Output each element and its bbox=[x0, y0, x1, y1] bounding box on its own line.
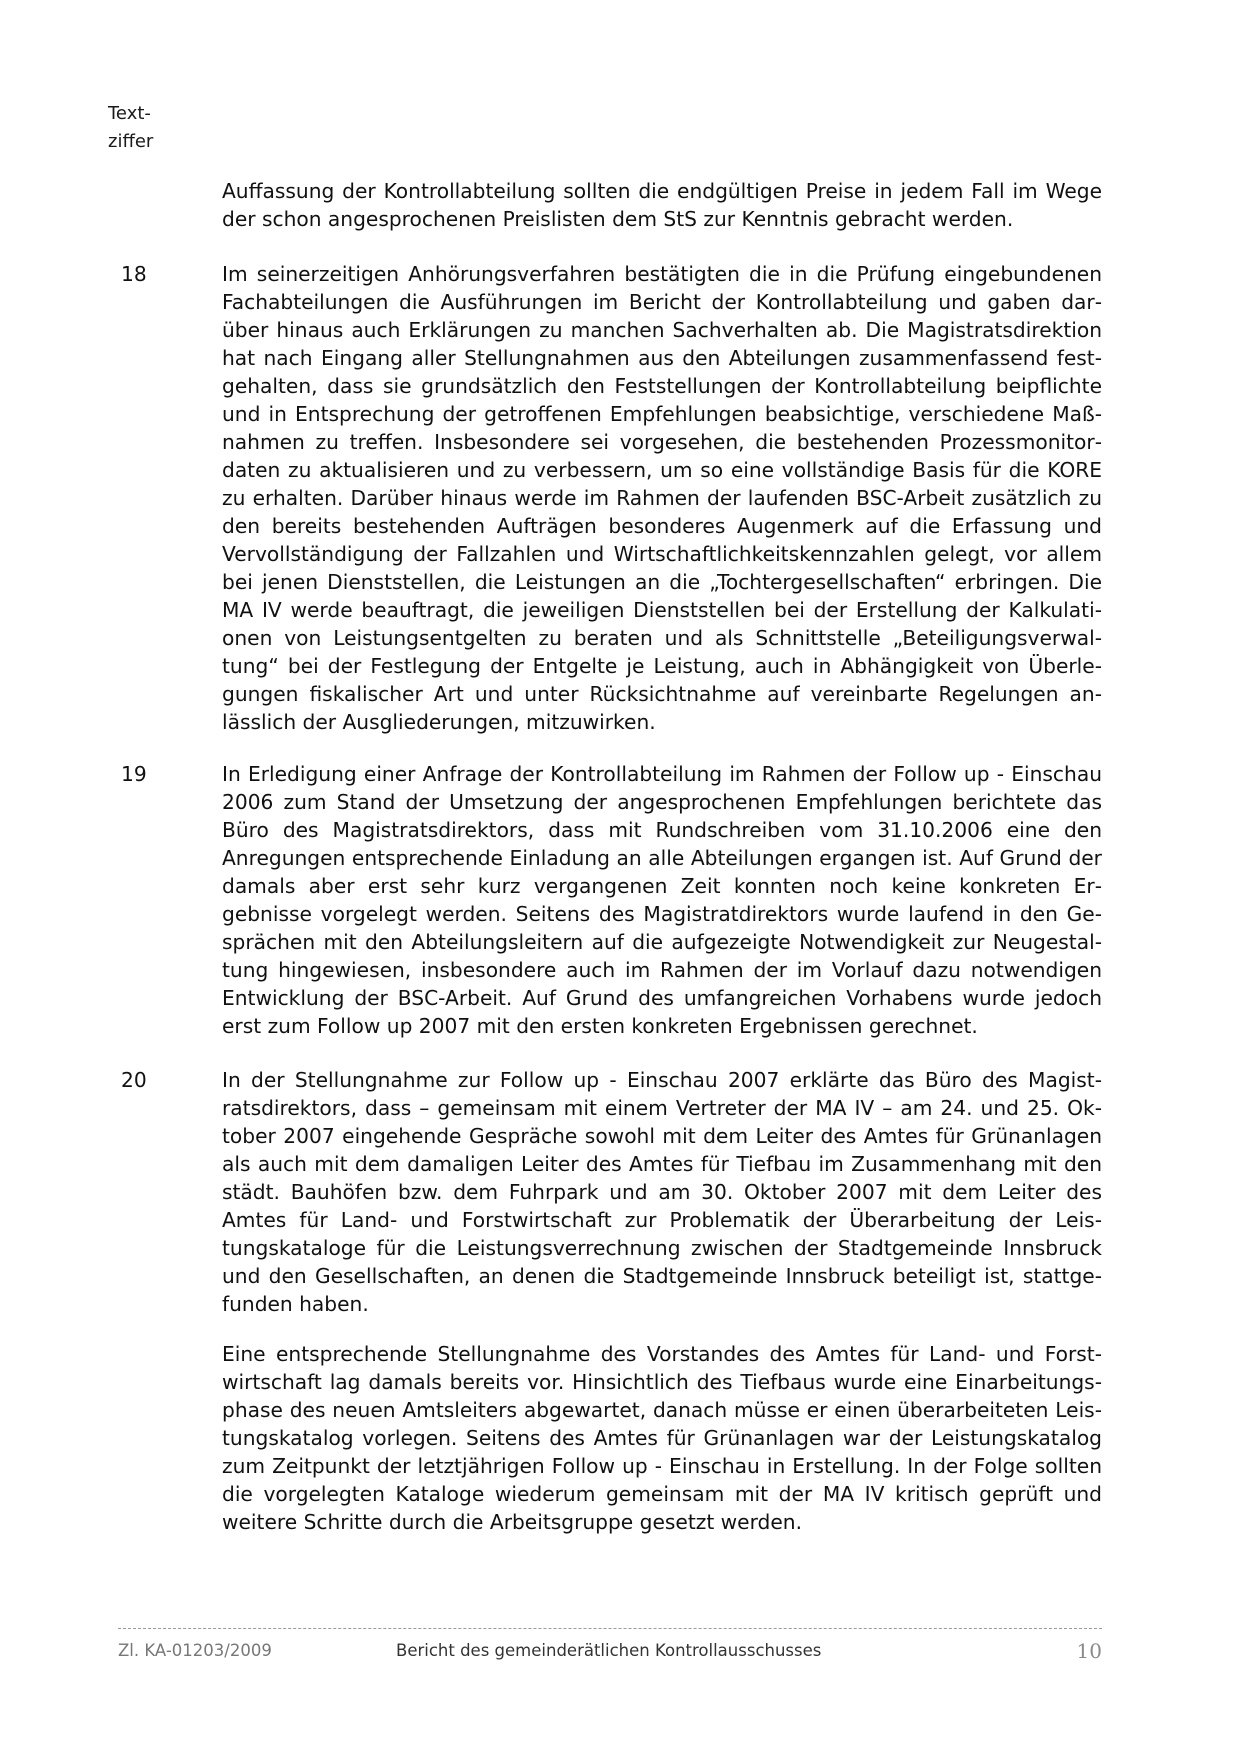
margin-label-line1: Text- bbox=[108, 103, 151, 124]
section-text-18: Im seinerzeitigen Anhörungsverfahren bestätigten die in die Prüfung eingebundenen Fachabteilungen die Ausführungen im Bericht der Kontrollabteilung und gaben darüber hinaus auch Erklärungen zu manchen Sachverhalten ab. Die Magistratsdirektion hat nach Eingang aller Stellungnahmen aus den Abteilungen zusammenfassend festgehalten, dass sie grundsätzlich den Feststellungen der Kontrollabteilung beipflichte und in Entsprechung der getroffenen Empfehlungen beabsichtige, verschiedene Maßnahmen zu treffen. Insbesondere sei vorgesehen, die bestehenden Prozessmonitordaten zu aktualisieren und zu verbessern, um so eine vollständige Basis für die KORE zu erhalten. Darüber hinaus werde im Rahmen der laufenden BSC-Arbeit zusätzlich zu den bereits bestehenden Aufträgen besonderes Augenmerk auf die Erfassung und Vervollständigung der Fallzahlen und Wirtschaftlichkeitskennzahlen gelegt, vor allem bei jenen Dienststellen, die Leistungen an die „Tochtergesellschaften“ erbringen. Die MA IV werde beauftragt, die jeweiligen Dienststellen bei der Erstellung der Kalkulationen von Leistungsentgelten zu beraten und als Schnittstelle „Beteiligungsverwaltung“ bei der Festlegung der Entgelte je Leistung, auch in Abhängigkeit von Überlegungen fiskalischer Art und unter Rücksichtnahme auf vereinbarte Regelungen anlässlich der Ausgliederungen, mitzuwirken. bbox=[222, 262, 1102, 734]
footer-reference: Zl. KA-01203/2009 bbox=[118, 1641, 272, 1660]
section-number-19: 19 bbox=[121, 762, 147, 786]
section-text-20: In der Stellungnahme zur Follow up - Einschau 2007 erklärte das Büro des Magistratsdirektors, dass – gemeinsam mit einem Vertreter der MA IV – am 24. und 25. Oktober 2007 eingehende Gespräche sowohl mit dem Leiter des Amtes für Grünanlagen als auch mit dem damaligen Leiter des Amtes für Tiefbau im Zusammenhang mit den städt. Bauhöfen bzw. dem Fuhrpark und am 30. Oktober 2007 mit dem Leiter des Amtes für Land- und Forstwirtschaft zur Problematik der Überarbeitung der Leistungskataloge für die Leistungsverrechnung zwischen der Stadtgemeinde Innsbruck und den Gesellschaften, an denen die Stadtgemeinde Innsbruck beteiligt ist, stattgefunden haben. bbox=[222, 1068, 1102, 1316]
section-text-20-continuation: Eine entsprechende Stellungnahme des Vorstandes des Amtes für Land- und Forstwirtschaft lag damals bereits vor. Hinsichtlich des Tiefbaus wurde eine Einarbeitungsphase des neuen Amtsleiters abgewartet, danach müsse er einen überarbeiteten Leistungskatalog vorlegen. Seitens des Amtes für Grünanlagen war der Leistungskatalog zum Zeitpunkt der letztjährigen Follow up - Einschau in Erstellung. In der Folge sollten die vorgelegten Kataloge wiederum gemeinsam mit der MA IV kritisch geprüft und weitere Schritte durch die Arbeitsgruppe gesetzt werden. bbox=[222, 1342, 1102, 1534]
margin-label-textziffer bbox=[108, 100, 153, 156]
margin-label-line2: ziffer bbox=[108, 131, 154, 152]
section-text-19: In Erledigung einer Anfrage der Kontrollabteilung im Rahmen der Follow up - Einschau 2006 zum Stand der Umsetzung der angesprochenen Empfehlungen berichtete das Büro des Magistratsdirektors, dass mit Rundschreiben vom 31.10.2006 eine den Anregungen entsprechende Einladung an alle Abteilungen ergangen ist. Auf Grund der damals aber erst sehr kurz vergangenen Zeit konnten noch keine konkreten Ergebnisse vorgelegt werden. Seitens des Magistratdirektors wurde laufend in den Gesprächen mit den Abteilungsleitern auf die aufgezeigte Notwendigkeit zur Neugestaltung hingewiesen, insbesondere auch im Rahmen der im Vorlauf dazu notwendigen Entwicklung der BSC-Arbeit. Auf Grund des umfangreichen Vorhabens wurde jedoch erst zum Follow up 2007 mit den ersten konkreten Ergebnissen gerechnet. bbox=[222, 762, 1102, 1038]
footer-divider bbox=[118, 1628, 1102, 1629]
footer-title: Bericht des gemeinderätlichen Kontrollausschusses bbox=[396, 1641, 822, 1660]
section-number-18: 18 bbox=[121, 262, 147, 286]
section-number-20: 20 bbox=[121, 1068, 147, 1092]
page-number: 10 bbox=[1076, 1639, 1102, 1663]
intro-paragraph: Auffassung der Kontrollabteilung sollten die endgültigen Preise in jedem Fall im Wege der schon angesprochenen Preislisten dem StS zur Kenntnis gebracht werden. bbox=[222, 179, 1102, 231]
